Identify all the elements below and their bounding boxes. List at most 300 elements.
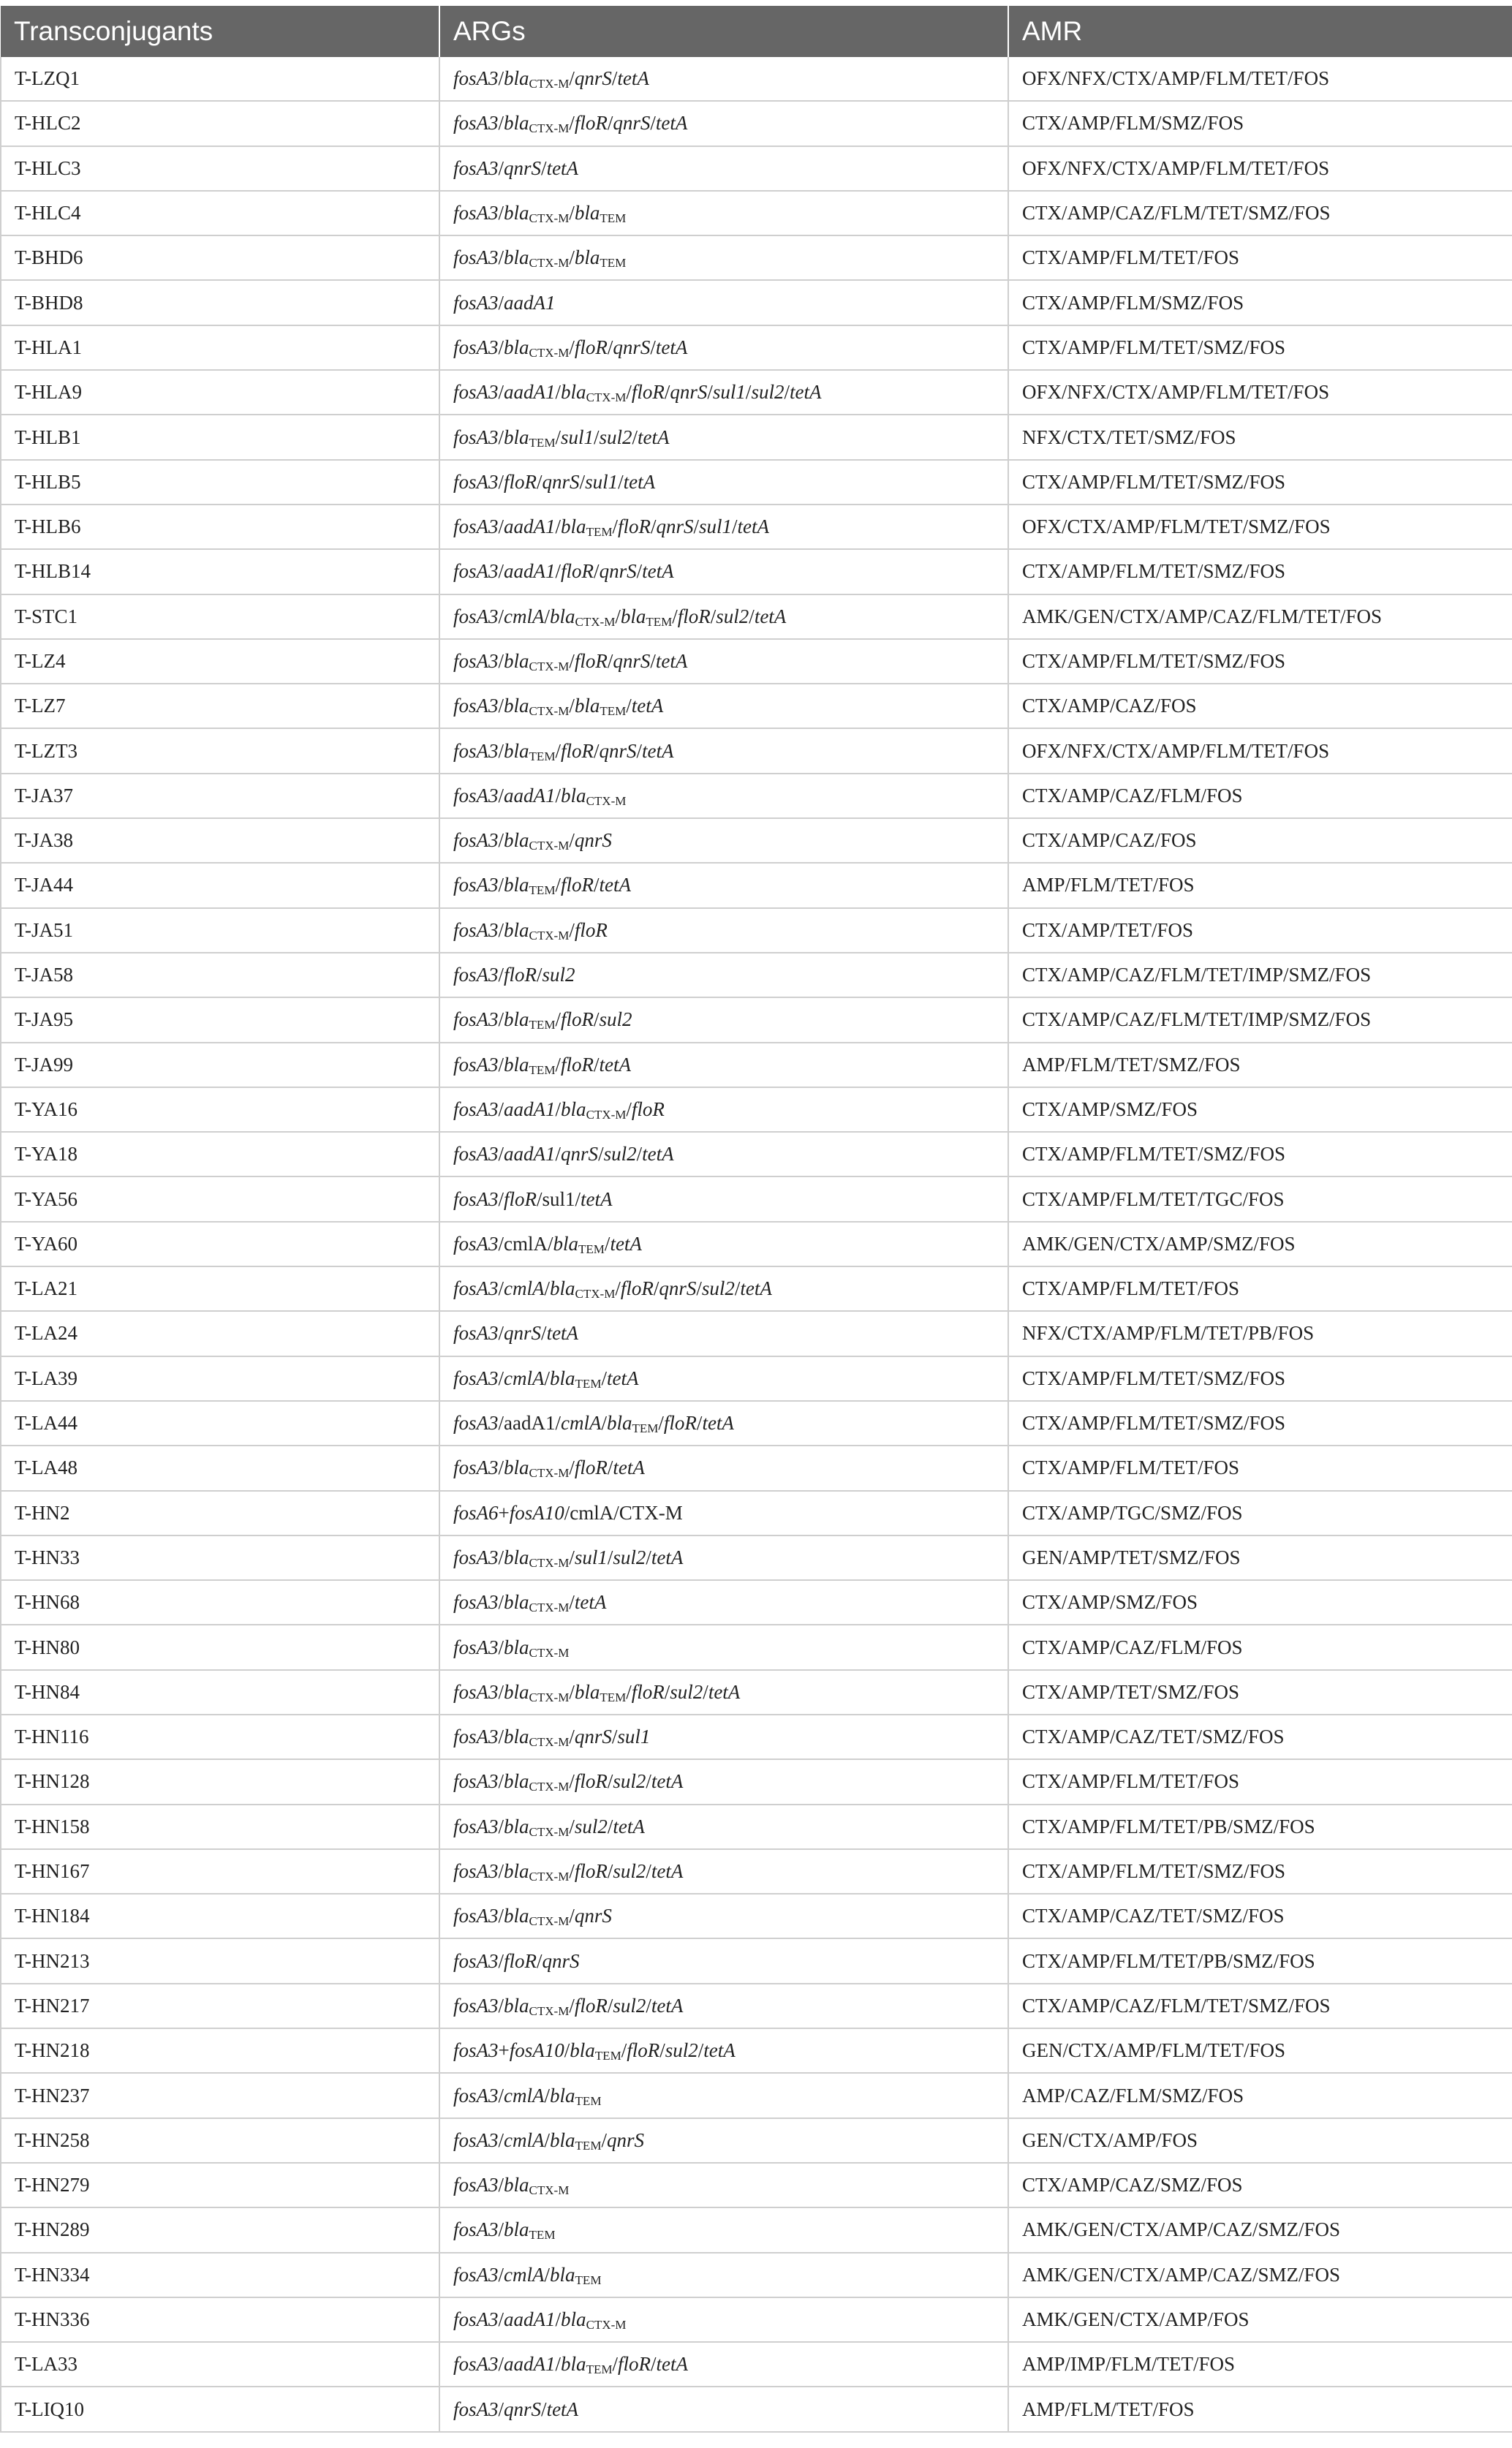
gene-name: bla [550,605,575,627]
gene-separator: / [555,515,562,538]
cell-args [439,549,1008,594]
cell-transconjugant: T-YA60 [1,1222,439,1266]
table-row [1,1984,1512,2028]
gene-separator: / [544,1277,551,1300]
gene-separator: / [498,470,504,493]
cell-args [439,639,1008,684]
gene-separator: / [569,1726,575,1748]
gene-separator: / [498,291,504,314]
gene-separator: / [498,2263,504,2286]
gene-name: tetA [651,1546,684,1568]
gene-name: sul2 [613,1546,646,1568]
cell-transconjugant: T-HLC3 [1,146,439,191]
gene-separator: /aadA1/ [498,1412,561,1435]
gene-name: sul2 [603,1143,637,1166]
cell-amr: OFX/NFX/CTX/AMP/FLM/TET/FOS [1008,728,1512,773]
cell-transconjugant: T-YA16 [1,1087,439,1132]
gene-separator: / [498,2308,504,2330]
gene-separator: / [498,1905,504,1927]
gene-name: fosA3 [453,1636,499,1658]
gene-name: floR [504,964,537,986]
gene-name: bla [504,918,529,941]
cell-args [439,774,1008,818]
gene-name: fosA3 [453,918,499,941]
gene-separator: / [615,605,621,627]
gene-name: bla [561,1098,586,1120]
cell-args [439,1759,1008,1804]
gene-separator: / [569,67,575,90]
gene-separator: / [593,1008,600,1031]
table-row [1,370,1512,415]
cell-args [439,1222,1008,1266]
cell-amr: CTX/AMP/FLM/TET/FOS [1008,1446,1512,1490]
gene-name: floR [574,112,608,135]
cell-transconjugant: T-HN80 [1,1625,439,1669]
gene-name: bla [620,605,646,627]
cell-amr: CTX/AMP/TET/FOS [1008,908,1512,953]
gene-separator: / [626,695,632,717]
cell-amr: NFX/CTX/TET/SMZ/FOS [1008,415,1512,459]
gene-separator: / [569,918,575,941]
gene-name: qnrS [561,1143,599,1166]
gene-subscript: CTX-M [529,1645,570,1660]
cell-transconjugant: T-JA37 [1,774,439,818]
gene-name: sul2 [542,964,575,986]
gene-name: fosA3 [453,1367,499,1389]
gene-name: aadA1 [504,381,556,404]
cell-transconjugant: T-STC1 [1,594,439,639]
gene-subscript: CTX-M [586,390,627,405]
cell-transconjugant: T-YA56 [1,1176,439,1221]
gene-separator: / [621,2039,627,2062]
gene-name: qnrS [613,112,651,135]
gene-name: fosA10 [509,1501,564,1524]
gene-separator: / [664,381,670,404]
cell-transconjugant: T-HLC2 [1,101,439,146]
cell-transconjugant: T-HN2 [1,1491,439,1535]
cell-transconjugant: T-HN258 [1,2118,439,2163]
gene-name: bla [504,1680,529,1703]
cell-amr: CTX/AMP/FLM/TET/SMZ/FOS [1008,460,1512,505]
cell-amr: GEN/CTX/AMP/FLM/TET/FOS [1008,2028,1512,2073]
gene-name: fosA3 [453,1008,499,1031]
gene-separator: / [564,2039,570,2062]
cell-transconjugant: T-HLB1 [1,415,439,459]
gene-name: bla [504,246,529,269]
gene-name: fosA3 [453,1591,499,1614]
gene-separator: / [607,1815,613,1837]
gene-name: fosA3 [453,650,499,672]
gene-name: fosA3 [453,560,499,583]
cell-args [439,953,1008,997]
gene-name: bla [574,1680,600,1703]
gene-name: bla [504,202,529,224]
gene-name: fosA3 [453,739,499,762]
gene-separator: / [498,1546,504,1568]
gene-subscript: TEM [529,435,556,450]
gene-name: tetA [651,1860,684,1883]
gene-name: bla [504,1770,529,1793]
gene-name: fosA3 [453,2308,499,2330]
gene-name: tetA [623,470,656,493]
table-row [1,1043,1512,1087]
gene-separator: / [555,560,562,583]
cell-args [439,1491,1008,1535]
cell-args [439,235,1008,280]
gene-separator: / [604,1232,611,1255]
cell-transconjugant: T-HLB6 [1,505,439,549]
gene-separator: / [498,650,504,672]
gene-name: qnrS [542,470,580,493]
cell-amr: CTX/AMP/CAZ/FLM/FOS [1008,774,1512,818]
gene-name: sul2 [599,1008,632,1031]
gene-separator: / [498,1815,504,1837]
gene-separator: / [541,1322,547,1345]
gene-name: aadA1 [504,1143,556,1166]
gene-name: bla [574,246,600,269]
cell-transconjugant: T-HN128 [1,1759,439,1804]
gene-separator: / [555,1143,562,1166]
gene-separator: / [537,470,543,493]
gene-separator: / [664,1680,670,1703]
gene-subscript: CTX-M [586,1107,627,1122]
gene-name: tetA [651,1994,684,2017]
table-row [1,1266,1512,1311]
cell-args [439,460,1008,505]
cell-amr: OFX/NFX/CTX/AMP/FLM/TET/FOS [1008,146,1512,191]
gene-separator: / [498,560,504,583]
cell-amr: CTX/AMP/SMZ/FOS [1008,1087,1512,1132]
cell-transconjugant: T-LZ4 [1,639,439,684]
gene-separator: / [498,829,504,852]
gene-name: fosA3 [453,2128,499,2151]
cell-transconjugant: T-HN213 [1,1938,439,1983]
gene-separator: / [498,1680,504,1703]
gene-separator: / [544,1367,551,1389]
table-row [1,639,1512,684]
gene-separator: / [498,784,504,806]
gene-name: fosA3 [453,1860,499,1883]
gene-name: floR [617,2353,651,2376]
gene-separator: / [498,246,504,269]
table-row [1,2253,1512,2297]
table-row [1,280,1512,325]
gene-name: fosA3 [453,2353,499,2376]
gene-name: fosA10 [509,2039,564,2062]
gene-name: bla [550,1277,575,1300]
gene-name: sul2 [613,1994,646,2017]
gene-subscript: CTX-M [575,614,616,629]
cell-amr: CTX/AMP/FLM/TET/PB/SMZ/FOS [1008,1805,1512,1849]
gene-name: cmlA [504,2084,545,2107]
gene-separator: / [749,605,755,627]
cell-amr: OFX/NFX/CTX/AMP/FLM/TET/FOS [1008,370,1512,415]
gene-name: fosA3 [453,1680,499,1703]
gene-separator: / [498,381,504,404]
gene-separator: / [672,605,678,627]
gene-name: bla [550,2084,575,2107]
gene-separator: / [498,1053,504,1076]
gene-subscript: TEM [575,2138,602,2153]
gene-name: sul2 [751,381,785,404]
gene-name: fosA3 [453,1994,499,2017]
table-row [1,1311,1512,1356]
gene-separator: / [636,1143,643,1166]
gene-name: bla [553,1232,579,1255]
table-row [1,594,1512,639]
gene-name: fosA3 [453,246,499,269]
gene-separator: / [593,1053,600,1076]
gene-name: tetA [581,1187,613,1210]
cell-transconjugant: T-HN289 [1,2207,439,2252]
table-row [1,1401,1512,1446]
gene-name: fosA3 [453,291,499,314]
gene-separator: / [601,1367,607,1389]
gene-name: fosA3 [453,1726,499,1748]
gene-separator: / [498,1187,504,1210]
cell-args [439,2118,1008,2163]
gene-name: bla [550,2128,575,2151]
cell-transconjugant: T-LA21 [1,1266,439,1311]
gene-name: floR [504,1187,537,1210]
gene-name: sul1 [585,470,619,493]
gene-name: qnrS [599,560,637,583]
gene-name: fosA3 [453,1322,499,1345]
cell-args [439,1670,1008,1715]
gene-name: bla [504,2218,529,2241]
gene-name: cmlA [504,2128,545,2151]
gene-name: fosA3 [453,381,499,404]
table-row [1,1176,1512,1221]
cell-amr: CTX/AMP/FLM/TET/FOS [1008,1759,1512,1804]
cell-args [439,1894,1008,1938]
gene-subscript: CTX-M [529,1914,570,1929]
gene-name: sul2 [701,1277,735,1300]
cell-args [439,594,1008,639]
cell-transconjugant: T-HN84 [1,1670,439,1715]
gene-separator: / [618,470,624,493]
gene-separator: / [703,1680,708,1703]
gene-separator: / [569,1457,575,1479]
table-row [1,1715,1512,1759]
gene-subscript: TEM [600,704,627,719]
cell-args [439,1849,1008,1894]
cell-amr: OFX/CTX/AMP/FLM/TET/SMZ/FOS [1008,505,1512,549]
gene-name: floR [617,515,651,538]
gene-name: sul1 [617,1726,651,1748]
gene-separator: / [498,426,504,448]
gene-name: sul1 [574,1546,608,1568]
gene-name: floR [560,1053,594,1076]
gene-name: aadA1 [504,291,556,314]
gene-name: floR [627,2039,660,2062]
gene-name: floR [677,605,711,627]
table-row [1,2297,1512,2342]
gene-separator: / [544,2128,551,2151]
gene-separator: / [498,1098,504,1120]
gene-subscript: CTX-M [529,1780,570,1794]
gene-separator: / [569,1815,575,1837]
gene-separator: / [745,381,752,404]
gene-separator: / [555,739,561,762]
gene-name: qnrS [613,336,651,358]
cell-amr: CTX/AMP/CAZ/FOS [1008,818,1512,863]
gene-name: fosA3 [453,112,499,135]
gene-subscript: CTX-M [529,660,570,673]
cell-transconjugant: T-LA39 [1,1356,439,1401]
table-row [1,1446,1512,1490]
gene-name: qnrS [574,829,612,852]
gene-separator: / [593,874,600,896]
gene-separator: / [498,695,504,717]
gene-separator: / [569,1905,575,1927]
gene-name: floR [574,1770,608,1793]
gene-separator: / [569,1994,575,2017]
cell-args [439,1356,1008,1401]
gene-separator: / [555,2353,562,2376]
gene-name: floR [663,1412,697,1435]
gene-subscript: TEM [578,1242,605,1256]
gene-separator: / [612,515,618,538]
gene-separator: / [544,605,551,627]
gene-name: sul2 [716,605,749,627]
cell-args [439,1984,1008,2028]
cell-amr: CTX/AMP/FLM/TET/SMZ/FOS [1008,1132,1512,1176]
gene-separator: / [650,650,656,672]
gene-name: fosA3 [453,1053,499,1076]
cell-amr: CTX/AMP/CAZ/TET/SMZ/FOS [1008,1894,1512,1938]
gene-name: bla [561,2308,586,2330]
cell-transconjugant: T-HN279 [1,2163,439,2207]
gene-name: fosA3 [453,1187,499,1210]
cell-transconjugant: T-HN33 [1,1535,439,1580]
table-row [1,2342,1512,2387]
table-row [1,57,1512,101]
gene-name: floR [560,739,594,762]
cell-transconjugant: T-LA33 [1,2342,439,2387]
cell-amr: CTX/AMP/CAZ/SMZ/FOS [1008,2163,1512,2207]
cell-transconjugant: T-HN217 [1,1984,439,2028]
table-row [1,191,1512,235]
gene-name: tetA [642,739,674,762]
gene-separator: / [626,381,632,404]
cell-amr: CTX/AMP/CAZ/FLM/TET/IMP/SMZ/FOS [1008,997,1512,1042]
cell-amr: GEN/CTX/AMP/FOS [1008,2118,1512,2163]
gene-separator: / [650,2353,657,2376]
gene-name: fosA3 [453,202,499,224]
gene-separator: / [498,1994,504,2017]
cell-transconjugant: T-HLC4 [1,191,439,235]
gene-separator: / [732,515,738,538]
cell-transconjugant: T-HN184 [1,1894,439,1938]
gene-separator: / [498,1143,504,1166]
gene-name: aadA1 [504,784,556,806]
gene-subscript: CTX-M [529,211,570,226]
cell-args [439,1580,1008,1625]
cell-transconjugant: T-HLB5 [1,460,439,505]
gene-separator: / [569,1860,575,1883]
cell-args [439,2387,1008,2431]
cell-transconjugant: T-HN218 [1,2028,439,2073]
cell-amr: CTX/AMP/CAZ/FLM/TET/SMZ/FOS [1008,191,1512,235]
gene-separator: / [498,112,504,135]
gene-separator: / [569,1591,575,1614]
gene-name: sul1 [560,426,594,448]
gene-separator: + [498,2039,510,2062]
gene-name: qnrS [670,381,708,404]
gene-name: qnrS [659,1277,697,1300]
header-args: ARGs [439,6,1008,57]
gene-name: cmlA [504,1367,545,1389]
cell-transconjugant: T-JA99 [1,1043,439,1087]
gene-name: floR [560,1008,594,1031]
cell-amr: CTX/AMP/CAZ/FOS [1008,684,1512,728]
gene-name: bla [504,2174,529,2196]
gene-subscript: TEM [575,2093,602,2108]
gene-separator: / [498,874,504,896]
gene-name: fosA3 [453,67,499,90]
cell-transconjugant: T-HN116 [1,1715,439,1759]
table-row [1,684,1512,728]
gene-name: fosA3 [453,1905,499,1927]
cell-args [439,684,1008,728]
gene-name: floR [504,470,537,493]
gene-separator: / [696,1412,703,1435]
gene-name: qnrS [504,2398,542,2420]
cell-args [439,2163,1008,2207]
cell-args [439,2207,1008,2252]
gene-name: bla [504,336,529,358]
gene-name: cmlA [561,1412,602,1435]
gene-separator: + [498,1501,510,1524]
gene-separator: / [498,2398,504,2420]
gene-separator: / [498,1367,504,1389]
gene-name: tetA [737,515,770,538]
cell-args [439,1311,1008,1356]
gene-name: fosA3 [453,336,499,358]
gene-separator: / [607,112,613,135]
gene-separator: / [601,1412,607,1435]
gene-name: fosA3 [453,1412,499,1435]
gene-subscript: TEM [586,525,613,540]
gene-name: bla [504,1860,529,1883]
gene-name: tetA [631,695,664,717]
cell-amr: CTX/AMP/CAZ/TET/SMZ/FOS [1008,1715,1512,1759]
gene-name: floR [574,918,608,941]
gene-name: fosA3 [453,1232,499,1255]
gene-subscript: CTX-M [529,2003,570,2018]
gene-name: bla [504,1546,529,1568]
gene-subscript: CTX-M [529,121,570,136]
gene-separator: / [650,336,656,358]
gene-name: tetA [642,560,674,583]
gene-separator: / [498,1726,504,1748]
cell-amr: OFX/NFX/CTX/AMP/FLM/TET/FOS [1008,57,1512,101]
gene-name: aadA1 [504,2353,556,2376]
gene-name: qnrS [574,1726,612,1748]
gene-name: floR [574,1457,608,1479]
cell-args [439,146,1008,191]
gene-name: tetA [599,1053,631,1076]
cell-transconjugant: T-JA51 [1,908,439,953]
gene-subscript: TEM [646,614,673,629]
gene-separator: / [650,112,656,135]
cell-args [439,1805,1008,1849]
gene-name: aadA1 [504,2308,556,2330]
gene-separator: / [646,1770,651,1793]
gene-separator: /sul1/ [537,1187,581,1210]
gene-subscript: CTX-M [529,256,570,271]
